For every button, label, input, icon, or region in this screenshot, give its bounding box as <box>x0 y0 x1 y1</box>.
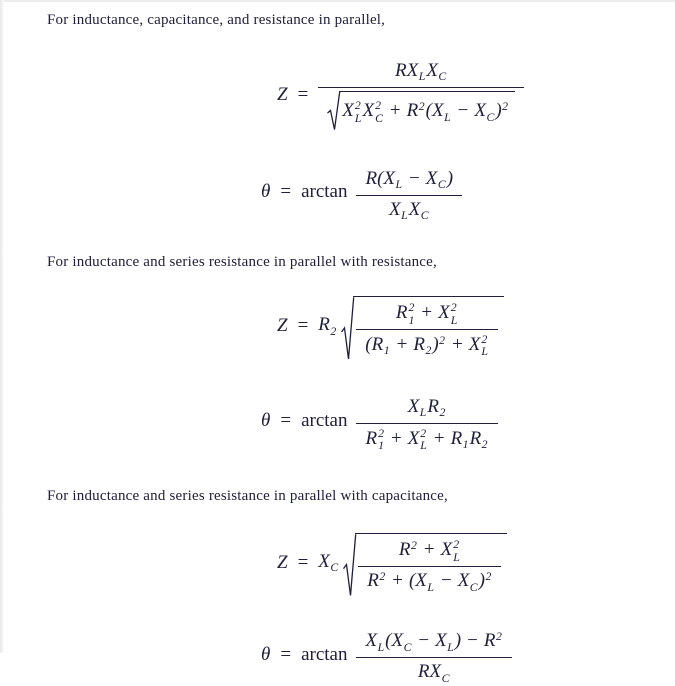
math-token <box>407 426 428 453</box>
fraction-denominator <box>358 567 501 595</box>
radicand <box>353 296 504 361</box>
math-base: X <box>426 59 438 81</box>
math-token <box>440 538 461 564</box>
math-base: X <box>407 427 420 449</box>
formula-impedance-rl-parallel-r <box>0 296 675 361</box>
math-supsub <box>355 100 362 125</box>
math-token <box>362 99 383 125</box>
math-sub: C <box>403 640 412 654</box>
math-sub: 1 <box>408 313 415 327</box>
formula-impedance-lcr-parallel <box>0 59 675 138</box>
math-operator: + <box>396 333 408 355</box>
math-sub: L <box>401 209 408 223</box>
fraction-denominator <box>356 658 511 686</box>
fraction <box>356 629 511 686</box>
math-token <box>399 539 418 560</box>
math-base: X <box>342 100 354 122</box>
math-sub: C <box>441 671 450 685</box>
math-supsub <box>451 302 458 327</box>
math-token <box>365 426 385 453</box>
math-base: X <box>388 198 401 220</box>
math-sub: 1 <box>462 438 469 452</box>
math-token <box>365 630 385 654</box>
section-intro-rl-parallel-c: For inductance and series resistance in parallel with capacitance, <box>47 487 448 504</box>
math-token <box>450 427 470 452</box>
fraction-numerator <box>318 59 524 88</box>
arctan-function: arctan <box>301 409 348 431</box>
math-sub: C <box>469 580 478 594</box>
math-base: X <box>408 198 421 220</box>
math-sub: L <box>377 640 385 654</box>
math-base: (X <box>385 630 404 652</box>
math-lhs: θ <box>261 409 271 431</box>
math-prefix <box>318 314 337 338</box>
math-operator: − <box>457 100 469 122</box>
math-token <box>447 168 453 189</box>
math-base: RX <box>395 59 419 81</box>
math-sup: 2 <box>495 630 502 644</box>
math-token <box>426 59 447 84</box>
math-token <box>484 630 503 651</box>
math-sub: L <box>395 178 403 192</box>
math-base: R(X <box>365 167 396 189</box>
math-sub: L <box>418 70 426 84</box>
math-token <box>432 334 446 355</box>
math-base: X <box>407 395 420 417</box>
math-sub: 2 <box>425 344 432 358</box>
fraction-numerator <box>356 300 498 330</box>
math-operator: − <box>409 167 420 189</box>
arctan-function: arctan <box>301 643 348 665</box>
math-operator: + <box>433 427 445 449</box>
math-base: R <box>367 570 379 592</box>
math-base: RX <box>417 661 442 683</box>
math-sup: 2 <box>418 99 425 113</box>
math-sub: L <box>481 345 488 359</box>
math-sub: L <box>450 313 458 327</box>
math-sub: L <box>354 111 362 125</box>
math-token <box>427 395 446 420</box>
math-base: R <box>318 314 330 336</box>
math-supsub <box>481 334 488 359</box>
math-base: R <box>398 539 411 561</box>
math-base: R <box>413 333 425 355</box>
math-token <box>407 395 428 420</box>
math-base: (X <box>425 100 444 122</box>
math-base: (R <box>365 333 384 355</box>
section-intro-rl-parallel-r: For inductance and series resistance in parallel with resistance, <box>47 253 437 270</box>
formula-phase-lcr-parallel <box>0 167 675 224</box>
equals-sign: = <box>280 409 292 431</box>
radicand <box>355 533 507 598</box>
math-base: X <box>435 630 447 652</box>
math-token <box>457 570 479 594</box>
math-base: ) <box>432 333 439 355</box>
math-sup: 2 <box>450 301 457 315</box>
math-supsub <box>378 428 384 453</box>
equals-sign: = <box>297 315 309 337</box>
math-sub: L <box>444 110 451 124</box>
math-sub: C <box>437 178 446 192</box>
math-operator: + <box>389 100 401 122</box>
math-lhs: Z <box>277 551 288 573</box>
math-base: ) <box>454 630 462 652</box>
radicand <box>339 91 515 131</box>
math-operator: − <box>467 630 478 652</box>
math-token <box>365 333 390 358</box>
math-token <box>385 630 412 654</box>
fraction-numerator <box>356 167 462 196</box>
math-sub: C <box>420 209 429 223</box>
math-token <box>468 333 489 359</box>
math-operator: + <box>390 427 402 449</box>
fraction <box>356 167 462 224</box>
math-sup: 2 <box>453 538 460 552</box>
math-base: R <box>469 427 482 449</box>
math-base: X <box>365 630 378 652</box>
fraction-numerator <box>356 395 497 424</box>
math-token <box>425 167 447 192</box>
fraction-numerator <box>356 629 511 658</box>
math-token <box>365 167 403 192</box>
formula-phase-rl-parallel-r <box>0 395 675 453</box>
fraction-denominator <box>356 424 497 453</box>
math-token <box>413 333 432 358</box>
math-token <box>425 100 452 124</box>
math-prefix <box>318 551 339 575</box>
math-lhs: Z <box>277 84 288 106</box>
math-base: R <box>483 630 496 652</box>
formula-impedance-rl-parallel-c <box>0 533 675 598</box>
math-sup: 2 <box>502 99 509 113</box>
math-sub: 1 <box>378 439 384 453</box>
fraction <box>356 395 497 453</box>
math-token <box>395 59 426 84</box>
square-root <box>341 296 504 361</box>
math-sup: 2 <box>481 333 488 347</box>
fraction <box>318 59 524 138</box>
fraction <box>356 300 498 358</box>
math-token <box>367 570 386 591</box>
formula-phase-rl-parallel-c <box>0 629 675 686</box>
square-root <box>343 533 507 598</box>
square-root <box>327 91 515 131</box>
math-sup: 2 <box>485 570 492 584</box>
math-base: X <box>440 539 453 561</box>
math-operator: + <box>392 570 403 592</box>
math-sub: L <box>453 550 460 564</box>
equals-sign: = <box>280 643 292 665</box>
math-sup: 2 <box>375 99 381 113</box>
math-base: R <box>427 395 439 417</box>
page-edge-top <box>0 0 675 2</box>
math-sup: 2 <box>410 538 417 552</box>
math-token <box>408 570 435 594</box>
fraction-numerator <box>358 537 501 567</box>
math-base: R <box>395 302 408 324</box>
math-sup: 2 <box>408 301 415 315</box>
math-base: X <box>438 302 450 324</box>
math-sup: 2 <box>379 570 386 584</box>
math-token <box>495 100 509 121</box>
math-supsub <box>409 302 415 327</box>
math-base: X <box>457 570 470 592</box>
math-supsub <box>375 100 383 125</box>
math-base: X <box>468 333 481 355</box>
math-base: ) <box>478 570 485 592</box>
arctan-function: arctan <box>301 181 348 203</box>
math-supsub <box>453 539 460 564</box>
math-base: R <box>450 427 463 449</box>
fraction-denominator <box>356 196 462 224</box>
math-token <box>395 301 416 327</box>
fraction-denominator <box>356 330 498 359</box>
math-base: ) <box>495 100 502 122</box>
math-operator: + <box>423 539 435 561</box>
math-sub: 1 <box>383 344 390 358</box>
math-sub: C <box>438 70 447 84</box>
math-token <box>388 198 409 223</box>
math-sub: L <box>420 439 427 453</box>
math-base: R <box>365 427 378 449</box>
math-token <box>407 100 426 121</box>
page-edge-left <box>0 0 4 653</box>
math-base: X <box>318 550 330 572</box>
fraction-denominator <box>318 88 524 138</box>
math-sub: C <box>486 110 495 124</box>
math-base: ) <box>446 167 454 189</box>
equals-sign: = <box>297 84 309 106</box>
math-supsub <box>420 428 427 453</box>
math-sub: C <box>375 111 383 125</box>
math-sup: 2 <box>439 333 446 347</box>
math-lhs: θ <box>261 181 271 203</box>
math-sub: L <box>427 580 434 594</box>
math-base: X <box>474 100 486 122</box>
math-operator: + <box>421 302 433 324</box>
math-sub: 2 <box>481 438 488 452</box>
equals-sign: = <box>280 181 292 203</box>
math-token <box>417 661 451 685</box>
math-token <box>469 427 489 452</box>
math-token <box>438 301 458 327</box>
math-token <box>435 630 455 654</box>
math-base: X <box>425 167 438 189</box>
math-base: R <box>406 100 419 122</box>
math-sub: 2 <box>330 324 337 338</box>
section-intro-lcr-parallel: For inductance, capacitance, and resistance in parallel, <box>47 12 386 28</box>
math-base: (X <box>408 570 427 592</box>
math-base: X <box>362 100 375 122</box>
math-sup: 2 <box>354 99 361 113</box>
math-sup: 2 <box>420 426 427 440</box>
math-token <box>474 100 495 124</box>
fraction <box>358 537 501 595</box>
math-lhs: Z <box>277 315 288 337</box>
math-sub: 2 <box>439 406 446 420</box>
math-sub: L <box>447 640 454 654</box>
math-lhs: θ <box>261 643 271 665</box>
math-token <box>455 630 461 651</box>
math-operator: − <box>418 630 430 652</box>
math-operator: + <box>452 333 463 355</box>
math-sup: 2 <box>378 426 384 440</box>
math-token <box>342 99 362 125</box>
equals-sign: = <box>297 551 309 573</box>
math-token <box>479 570 493 591</box>
math-token <box>408 198 430 223</box>
math-sub: C <box>330 561 339 575</box>
math-sub: L <box>419 406 427 420</box>
math-operator: − <box>440 570 452 592</box>
